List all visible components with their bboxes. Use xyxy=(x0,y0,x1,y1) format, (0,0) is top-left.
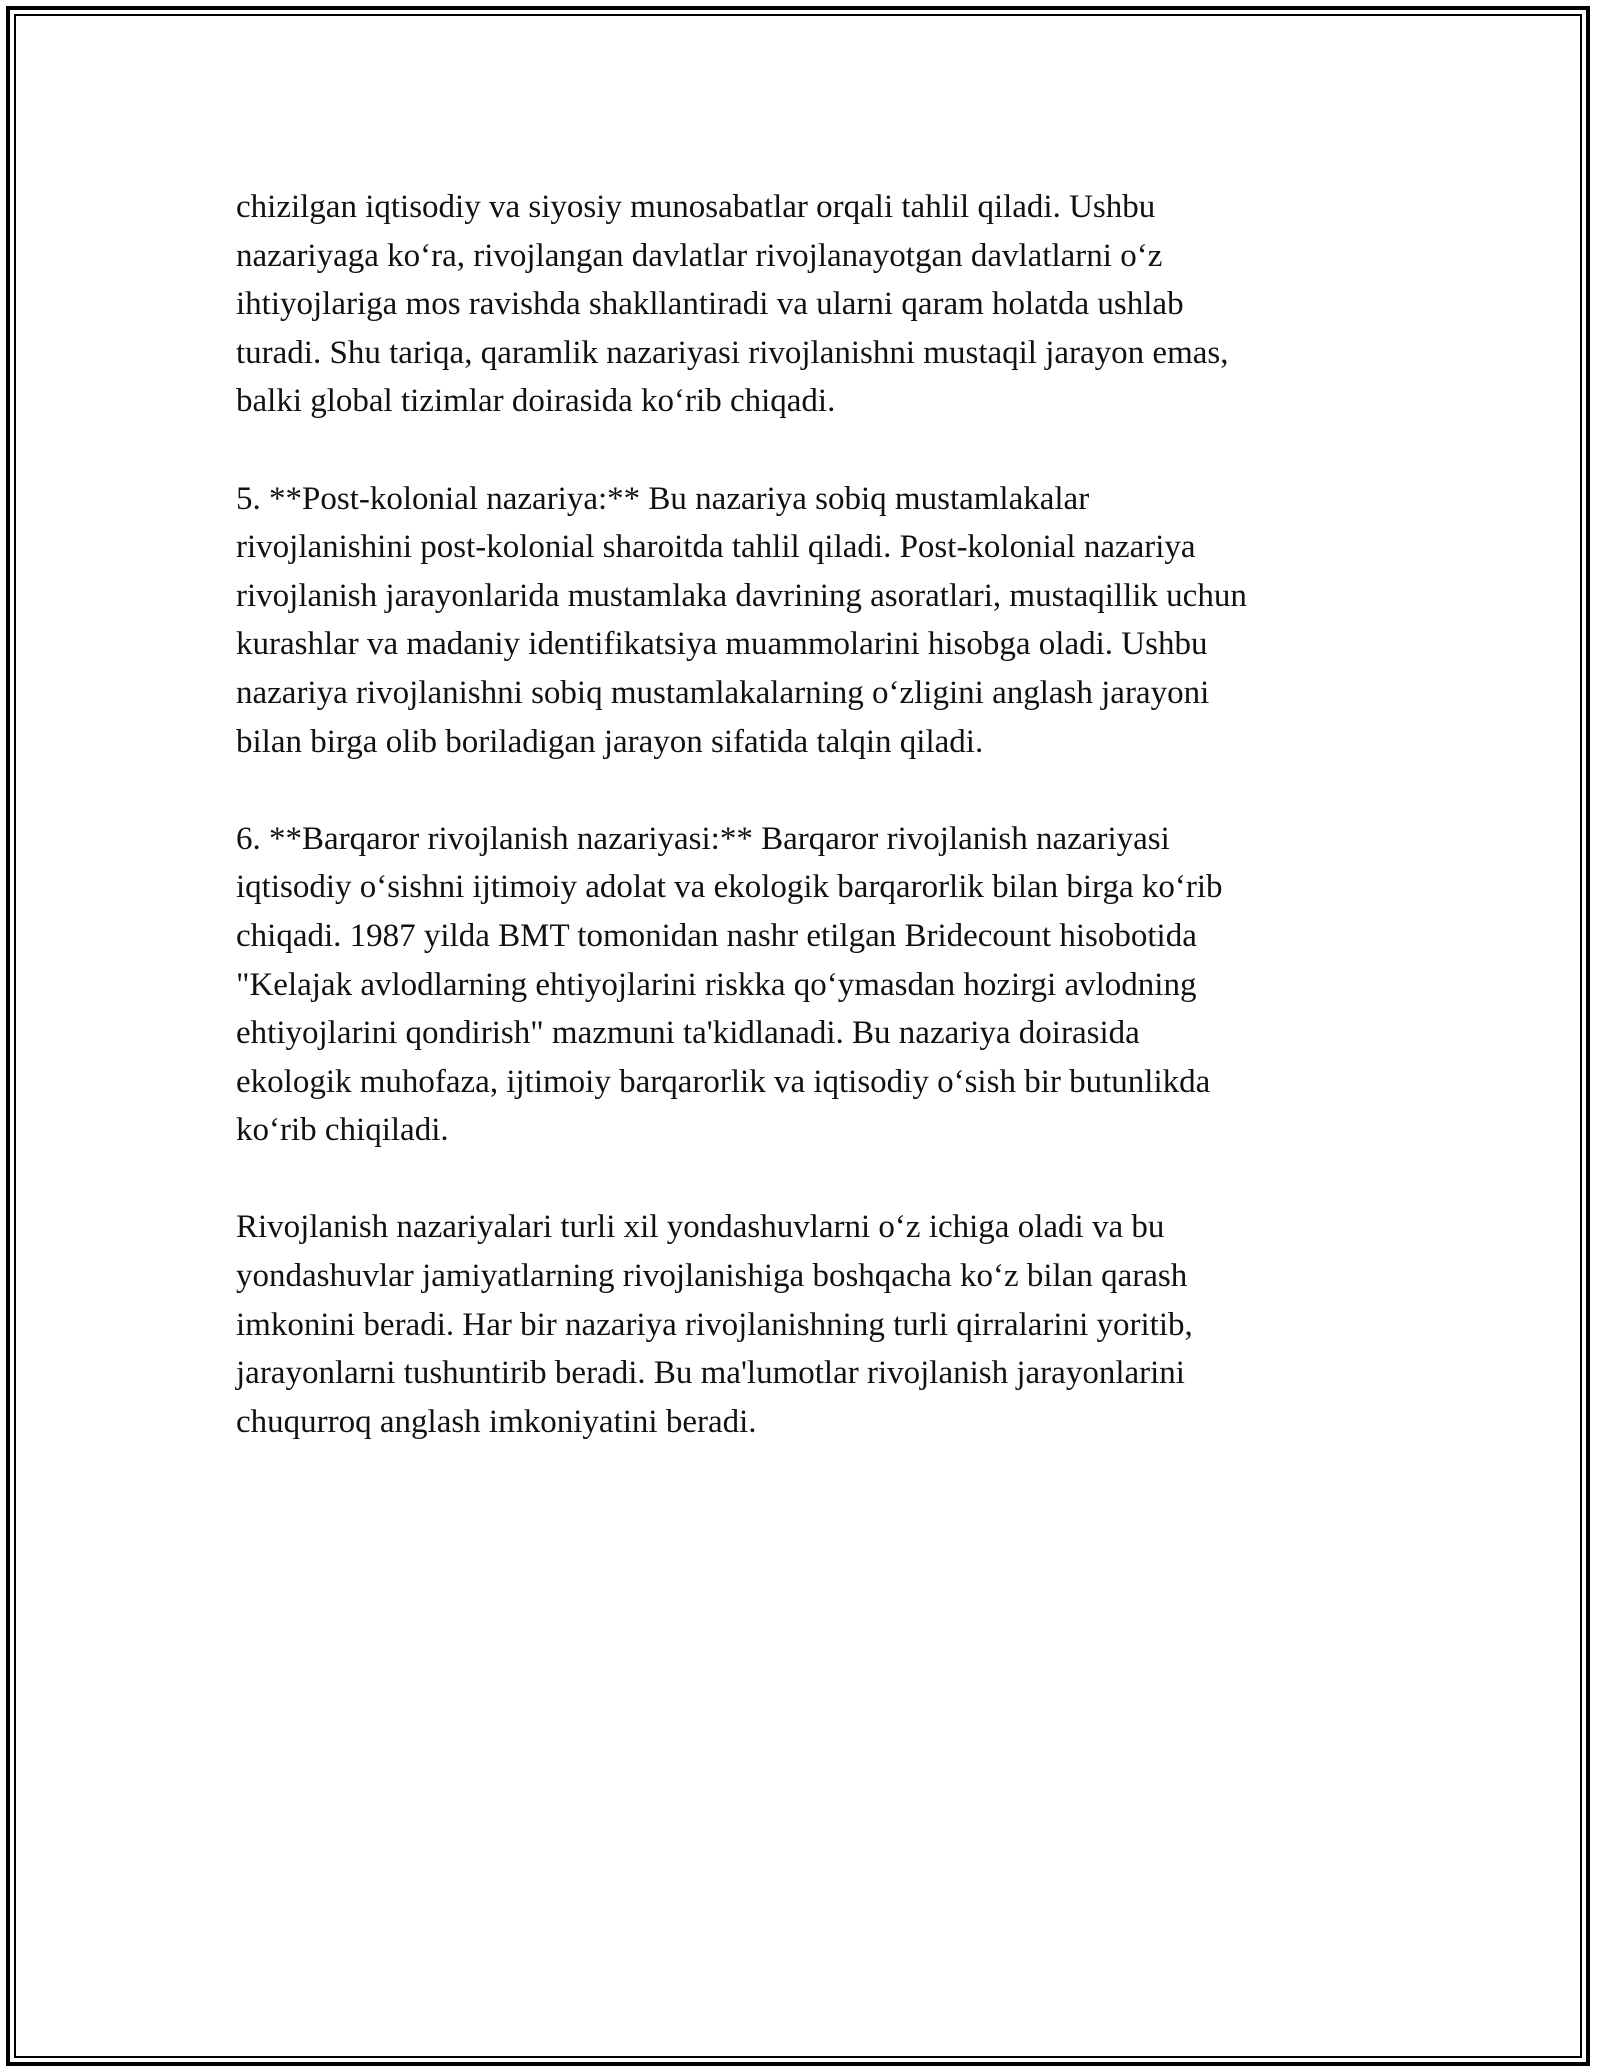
paragraph-conclusion xyxy=(236,1203,1376,1446)
paragraph-post-colonial-theory xyxy=(236,475,1376,767)
text-line: nazariyaga ko‘ra, rivojlangan davlatlar rivojlanayotgan davlatlarni o‘z xyxy=(236,237,1163,274)
paragraph-sustainable-development-theory xyxy=(236,815,1376,1155)
text-line: chuqurroq anglash imkoniyatini beradi. xyxy=(236,1403,757,1440)
text-line: balki global tizimlar doirasida ko‘rib chiqadi. xyxy=(236,383,836,420)
text-line: rivojlanish jarayonlarida mustamlaka davrining asoratlari, mustaqillik uchun xyxy=(236,577,1247,614)
text-line: ekologik muhofaza, ijtimoiy barqarorlik va iqtisodiy o‘sish bir butunlikda xyxy=(236,1063,1211,1100)
text-line: 6. **Barqaror rivojlanish nazariyasi:** Barqaror rivojlanish nazariyasi xyxy=(236,820,1170,857)
text-line: imkonini beradi. Har bir nazariya rivojlanishning turli qirralarini yoritib, xyxy=(236,1306,1193,1343)
text-line: Rivojlanish nazariyalari turli xil yondashuvlarni o‘z ichiga oladi va bu xyxy=(236,1209,1165,1246)
text-line: "Kelajak avlodlarning ehtiyojlarini riskka qo‘ymasdan hozirgi avlodning xyxy=(236,966,1197,1003)
text-line: nazariya rivojlanishni sobiq mustamlakalarning o‘zligini anglash jarayoni xyxy=(236,674,1210,711)
text-line: jarayonlarni tushuntirib beradi. Bu ma'lumotlar rivojlanish jarayonlarini xyxy=(236,1355,1185,1392)
paragraph-dependency-theory-end xyxy=(236,183,1376,426)
text-line: turadi. Shu tariqa, qaramlik nazariyasi rivojlanishni mustaqil jarayon emas, xyxy=(236,334,1229,371)
text-line: bilan birga olib boriladigan jarayon sifatida talqin qiladi. xyxy=(236,723,984,760)
text-line: ehtiyojlarini qondirish" mazmuni ta'kidlanadi. Bu nazariya doirasida xyxy=(236,1015,1140,1052)
text-line: chizilgan iqtisodiy va siyosiy munosabatlar orqali tahlil qiladi. Ushbu xyxy=(236,189,1156,225)
text-line: iqtisodiy o‘sishni ijtimoiy adolat va ekologik barqarorlik bilan birga ko‘rib xyxy=(236,869,1223,906)
text-line: rivojlanishini post-kolonial sharoitda tahlil qiladi. Post-kolonial nazariya xyxy=(236,529,1196,566)
text-line: ko‘rib chiqiladi. xyxy=(236,1112,449,1149)
text-line: kurashlar va madaniy identifikatsiya muammolarini hisobga oladi. Ushbu xyxy=(236,626,1208,663)
text-line: ihtiyojlariga mos ravishda shakllantiradi va ularni qaram holatda ushlab xyxy=(236,286,1184,323)
text-line: 5. **Post-kolonial nazariya:** Bu nazariya sobiq mustamlakalar xyxy=(236,480,1090,517)
document-body xyxy=(236,183,1376,1495)
text-line: yondashuvlar jamiyatlarning rivojlanishiga boshqacha ko‘z bilan qarash xyxy=(236,1258,1188,1295)
text-line: chiqadi. 1987 yilda BMT tomonidan nashr etilgan Bridecount hisobotida xyxy=(236,917,1197,954)
